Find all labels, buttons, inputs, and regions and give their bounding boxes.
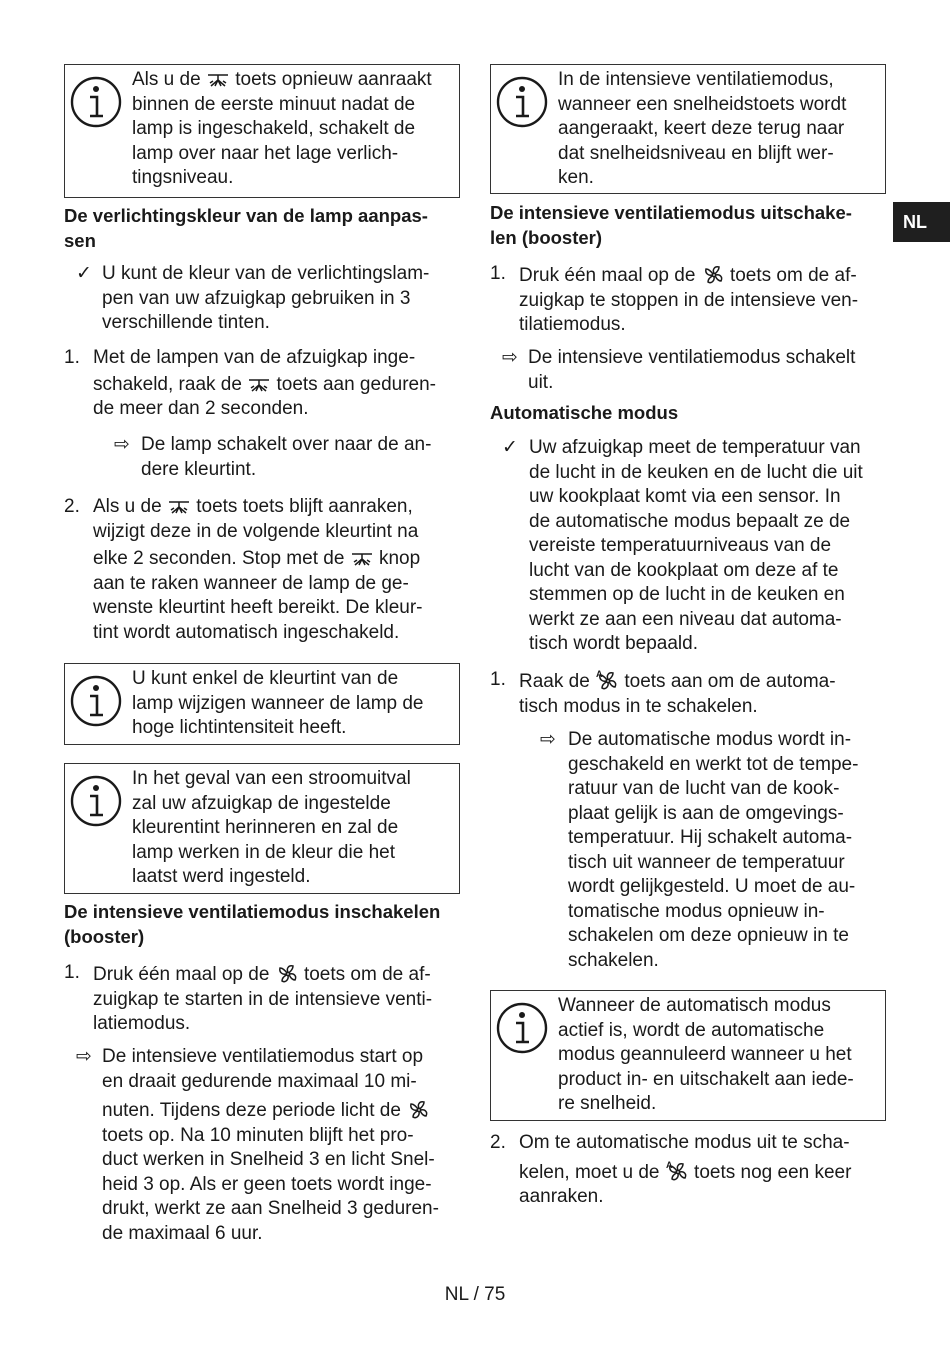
info-icon: [496, 76, 548, 128]
note-line: wanneer een snelheidstoets wordt: [558, 93, 847, 115]
booster-fan-icon: [406, 1097, 430, 1121]
text-line: U kunt de kleur van de verlichtingslam-: [102, 263, 430, 284]
text-line: pen van uw afzuigkap gebruiken in 3: [102, 287, 411, 309]
booster-fan-icon: [275, 961, 299, 985]
heading-line: (booster): [64, 925, 145, 947]
text-line: de maximaal 6 uur.: [102, 1222, 263, 1244]
step-number: 1.: [490, 669, 506, 690]
text-line: kelen, moet u de: [519, 1161, 660, 1183]
info-icon: [70, 76, 122, 128]
text-line: plaat gelijk is aan de omgevings-: [568, 802, 844, 824]
text-line: heid 3 op. Als er geen toets wordt inge-: [102, 1173, 432, 1195]
info-icon: [70, 775, 122, 827]
auto-fan-icon: [665, 1159, 689, 1183]
text-line: drukt, werkt ze aan Snelheid 3 geduren-: [102, 1198, 439, 1219]
text-line: schakelen om deze opnieuw in te: [568, 925, 849, 946]
step-number: 1.: [64, 962, 80, 983]
info-icon: [70, 675, 122, 727]
check-icon: ✓: [76, 263, 92, 284]
text-line: nuten. Tijdens deze periode licht de: [102, 1100, 401, 1121]
lamp-icon: [247, 377, 271, 393]
booster-fan-icon: [701, 262, 725, 286]
text-line: tilatiemodus.: [519, 314, 626, 335]
lamp-icon: [167, 499, 191, 515]
note-line: lamp is ingeschakeld, schakelt de: [132, 118, 416, 139]
text-line: tisch uit wanneer de temperatuur: [568, 851, 845, 873]
note-text-start: Als u de: [132, 69, 201, 90]
note-line: modus geannuleerd wanneer u het: [558, 1044, 852, 1065]
text-line: werkt ze aan een niveau dat automa-: [529, 608, 842, 630]
language-tab: NL: [893, 202, 950, 242]
note-line: ken.: [558, 167, 594, 188]
note-text: [558, 994, 879, 1117]
text-line: de meer dan 2 seconden.: [93, 398, 309, 419]
text-line: toets aan om de automa-: [624, 671, 836, 692]
note-text: [132, 68, 453, 191]
info-icon: [496, 1002, 548, 1054]
text-line: de automatische modus bepaalt ze de: [529, 510, 851, 532]
info-note-tint-intensity: [64, 663, 460, 745]
text-line: Om te automatische modus uit te scha-: [519, 1132, 850, 1153]
text-line: Raak de: [519, 671, 590, 692]
note-line: lamp over naar het lage verlich-: [132, 142, 399, 164]
text-line: uit.: [528, 371, 554, 393]
step-number: 1.: [64, 347, 80, 368]
note-line: U kunt enkel de kleurtint van de: [132, 668, 399, 689]
text-line: tisch modus in te schakelen.: [519, 695, 758, 717]
note-line: binnen de eerste minuut nadat de: [132, 93, 416, 115]
note-line: laatst werd ingesteld.: [132, 866, 311, 887]
heading-line: Automatische modus: [490, 402, 679, 423]
text-line: aanraken.: [519, 1186, 604, 1207]
note-line: In het geval van een stroomuitval: [132, 768, 411, 789]
note-line: hoge lichtintensiteit heeft.: [132, 717, 347, 738]
note-line: actief is, wordt de automatische: [558, 1019, 825, 1041]
step-number: 2.: [490, 1132, 506, 1153]
lamp-icon: [206, 72, 230, 88]
text-line: tomatische modus opnieuw in-: [568, 900, 825, 922]
note-line: product in- en uitschakelt aan iede-: [558, 1068, 854, 1090]
text-line: Als u de: [93, 496, 162, 517]
text-line: schakelen.: [568, 949, 659, 971]
heading-line: De intensieve ventilatiemodus inschakelen: [64, 901, 441, 922]
note-line: dat snelheidsniveau en blijft wer-: [558, 142, 834, 164]
heading-line: De intensieve ventilatiemodus uitschake-: [490, 202, 852, 223]
text-line: toets nog een keer: [694, 1161, 852, 1183]
section-heading-booster-on: [64, 900, 440, 949]
text-line: dere kleurtint.: [141, 458, 257, 480]
text-line: aan te raken wanneer de lamp de ge-: [93, 572, 409, 594]
arrow-icon: ⇨: [540, 729, 556, 750]
note-line: In de intensieve ventilatiemodus,: [558, 69, 834, 90]
text-line: toets om de af-: [303, 964, 431, 985]
section-heading-auto-mode: [490, 401, 678, 426]
text-line: geschakeld en werkt tot de tempe-: [568, 753, 859, 775]
text-line: Met de lampen van de afzuigkap inge-: [93, 347, 416, 368]
note-text: [132, 767, 453, 890]
text-line: ratuur van de lucht van de kook-: [568, 778, 840, 799]
text-line: temperatuur. Hij schakelt automa-: [568, 827, 853, 848]
note-line: lamp werken in de kleur die het: [132, 841, 395, 863]
text-line: De intensieve ventilatiemodus start op: [102, 1046, 424, 1067]
text-line: en draait gedurende maximaal 10 mi-: [102, 1070, 417, 1092]
text-line: De lamp schakelt over naar de an-: [141, 434, 432, 455]
note-line: zal uw afzuigkap de ingestelde: [132, 792, 391, 814]
text-line: schakeld, raak de: [93, 373, 242, 395]
section-heading-booster-off: [490, 201, 852, 250]
svg-text:A: A: [596, 669, 603, 679]
text-line: Uw afzuigkap meet de temperatuur van: [529, 437, 861, 458]
text-line: duct werken in Snelheid 3 en licht Snel-: [102, 1149, 435, 1170]
text-line: stemmen op de lucht in de keuken en: [529, 584, 845, 605]
step-number: 2.: [64, 496, 80, 517]
info-note-lamp-minute: [64, 64, 460, 198]
text-line: de lucht in de keuken en de lucht die uit: [529, 461, 863, 483]
text-line: tint wordt automatisch ingeschakeld.: [93, 621, 400, 643]
auto-fan-icon: [595, 668, 619, 692]
text-line: wijzigt deze in de volgende kleurtint na: [93, 520, 419, 542]
text-line: toets aan geduren-: [276, 373, 436, 395]
heading-line: De verlichtingskleur van de lamp aanpas-: [64, 205, 428, 226]
check-icon: ✓: [502, 437, 518, 458]
heading-line: sen: [64, 229, 96, 251]
text-line: toets toets blijft aanraken,: [196, 496, 413, 517]
text-line: verschillende tinten.: [102, 312, 270, 333]
text-line: toets op. Na 10 minuten blijft het pro-: [102, 1124, 414, 1146]
arrow-icon: ⇨: [114, 434, 130, 455]
arrow-icon: ⇨: [76, 1046, 92, 1067]
text-line: wenste kleurtint heeft bereikt. De kleur-: [93, 597, 423, 618]
text-line: uw kookplaat komt via een sensor. In: [529, 486, 841, 507]
text-line: Druk één maal op de: [93, 964, 270, 985]
lamp-icon: [350, 551, 374, 567]
text-line: De intensieve ventilatiemodus schakelt: [528, 347, 856, 368]
text-line: toets om de af-: [729, 265, 857, 286]
arrow-icon: ⇨: [502, 347, 518, 368]
note-line: kleurentint herinneren en zal de: [132, 817, 399, 838]
note-line: aangeraakt, keert deze terug naar: [558, 118, 845, 139]
info-note-power-outage: [64, 763, 460, 894]
text-line: Druk één maal op de: [519, 265, 696, 286]
note-text: [558, 68, 879, 191]
info-note-auto-cancel: [490, 990, 886, 1121]
text-line: De automatische modus wordt in-: [568, 729, 852, 750]
page-footer: NL / 75: [444, 1284, 506, 1305]
text-line: elke 2 seconden. Stop met de: [93, 548, 345, 569]
text-line: knop: [378, 548, 421, 569]
info-note-speed-key: [490, 64, 886, 194]
note-line: Wanneer de automatisch modus: [558, 995, 831, 1016]
text-line: vereiste temperatuurniveaus van de: [529, 535, 832, 556]
note-line: lamp wijzigen wanneer de lamp de: [132, 692, 424, 714]
step-number: 1.: [490, 263, 506, 284]
text-line: wordt gelijkgesteld. U moet de au-: [568, 876, 856, 897]
note-text: [132, 667, 453, 741]
text-line: lucht van de kookplaat om deze af te: [529, 559, 839, 581]
text-line: zuigkap te stoppen in de intensieve ven-: [519, 289, 859, 311]
note-line: tingsniveau.: [132, 167, 234, 188]
text-line: zuigkap te starten in de intensieve venti-: [93, 988, 433, 1010]
svg-text:A: A: [665, 1159, 673, 1170]
text-line: latiemodus.: [93, 1013, 191, 1034]
note-line: toets opnieuw aanraakt: [235, 69, 432, 90]
section-heading-lamp-color: [64, 204, 428, 253]
note-line: re snelheid.: [558, 1093, 657, 1114]
heading-line: len (booster): [490, 226, 603, 248]
text-line: tisch wordt bepaald.: [529, 633, 698, 654]
